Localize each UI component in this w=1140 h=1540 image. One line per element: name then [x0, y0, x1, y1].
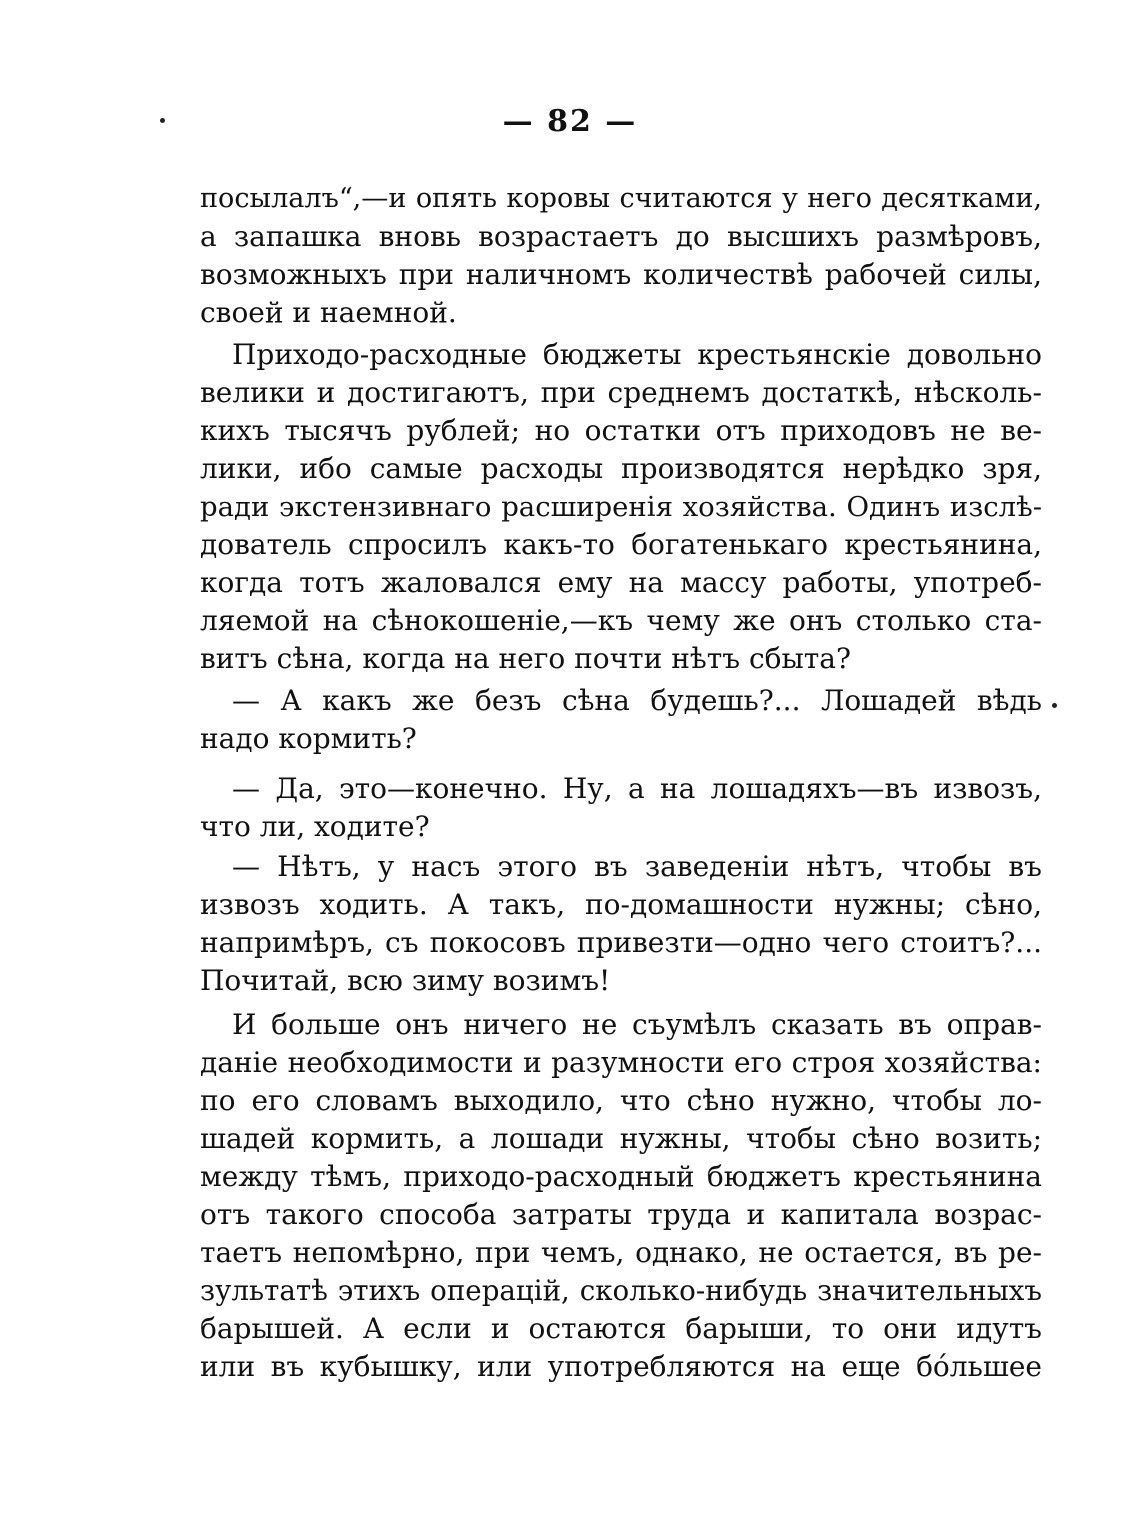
- text-line: шадей кормить, а лошади нужны, чтобы сѣно возить;: [200, 1122, 1042, 1155]
- page-number: — 82 —: [502, 104, 638, 139]
- text-line: когда тотъ жаловался ему на массу работы, употреб-: [200, 566, 1042, 599]
- text-line: кихъ тысячъ рублей; но остатки отъ приходовъ не ве-: [200, 414, 1042, 447]
- text-line: напримѣръ, съ покосовъ привезти—одно чего стоитъ?...: [200, 926, 1042, 959]
- text-line: между тѣмъ, приходо-расходный бюджетъ крестьянина: [200, 1160, 1042, 1193]
- text-line: а запашка вновь возрастаетъ до высшихъ размѣровъ,: [200, 220, 1042, 253]
- text-line: таетъ непомѣрно, при чемъ, однако, не остается, въ ре-: [200, 1236, 1042, 1269]
- text-line: ляемой на сѣнокошеніе,—къ чему же онъ столько ста-: [200, 604, 1042, 637]
- ink-speck: [1052, 703, 1057, 708]
- text-line: И больше онъ ничего не съумѣлъ сказать въ оправ-: [232, 1008, 1042, 1041]
- text-line: лики, ибо самые расходы производятся нерѣдко зря,: [200, 452, 1042, 485]
- text-line: велики и достигаютъ, при среднемъ достаткѣ, нѣсколь-: [200, 376, 1042, 409]
- text-line: даніе необходимости и разумности его строя хозяйства:: [200, 1046, 1042, 1079]
- text-line: дователь спросилъ какъ-то богатенькаго крестьянина,: [200, 528, 1042, 561]
- paragraph-2: [200, 336, 1042, 678]
- text-line: зультатѣ этихъ операцій, сколько-нибудь значительныхъ: [200, 1274, 1042, 1307]
- text-line: — А какъ же безъ сѣна будешь?... Лошадей вѣдь: [232, 684, 1042, 717]
- text-line: своей и наемной.: [200, 296, 457, 329]
- text-line: ради экстензивнаго расширенія хозяйства. Одинъ изслѣ-: [200, 491, 1042, 523]
- paragraph-3: [200, 682, 1042, 758]
- text-line: посылалъ“,—и опять коровы считаются у него десятками,: [200, 183, 1042, 214]
- text-line: извозъ ходить. А такъ, по-домашности нужны; сѣно,: [200, 888, 1042, 921]
- text-line: или въ кубышку, или употребляются на еще бо́льшее: [200, 1350, 1042, 1383]
- paragraph-1: [200, 180, 1042, 332]
- paragraph-6: [200, 1006, 1042, 1386]
- text-line: — Нѣтъ, у насъ этого въ заведеніи нѣтъ, чтобы въ: [232, 850, 1042, 883]
- text-line: барышей. А если и остаются барыши, то они идутъ: [200, 1312, 1042, 1345]
- paragraph-4: [200, 770, 1042, 846]
- text-line: что ли, ходите?: [200, 810, 430, 843]
- text-line: Приходо-расходные бюджеты крестьянскіе довольно: [232, 338, 1042, 371]
- paragraph-5: [200, 848, 1042, 1000]
- text-line: — Да, это—конечно. Ну, а на лошадяхъ—въ извозъ,: [232, 772, 1042, 805]
- text-line: надо кормить?: [200, 722, 417, 755]
- text-line: витъ сѣна, когда на него почти нѣтъ сбыта?: [200, 642, 851, 675]
- text-line: возможныхъ при наличномъ количествѣ рабочей силы,: [200, 258, 1042, 291]
- text-line: Почитай, всю зиму возимъ!: [200, 964, 611, 997]
- text-line: по его словамъ выходило, что сѣно нужно, чтобы ло-: [200, 1084, 1042, 1117]
- text-line: отъ такого способа затраты труда и капитала возрас-: [200, 1198, 1042, 1231]
